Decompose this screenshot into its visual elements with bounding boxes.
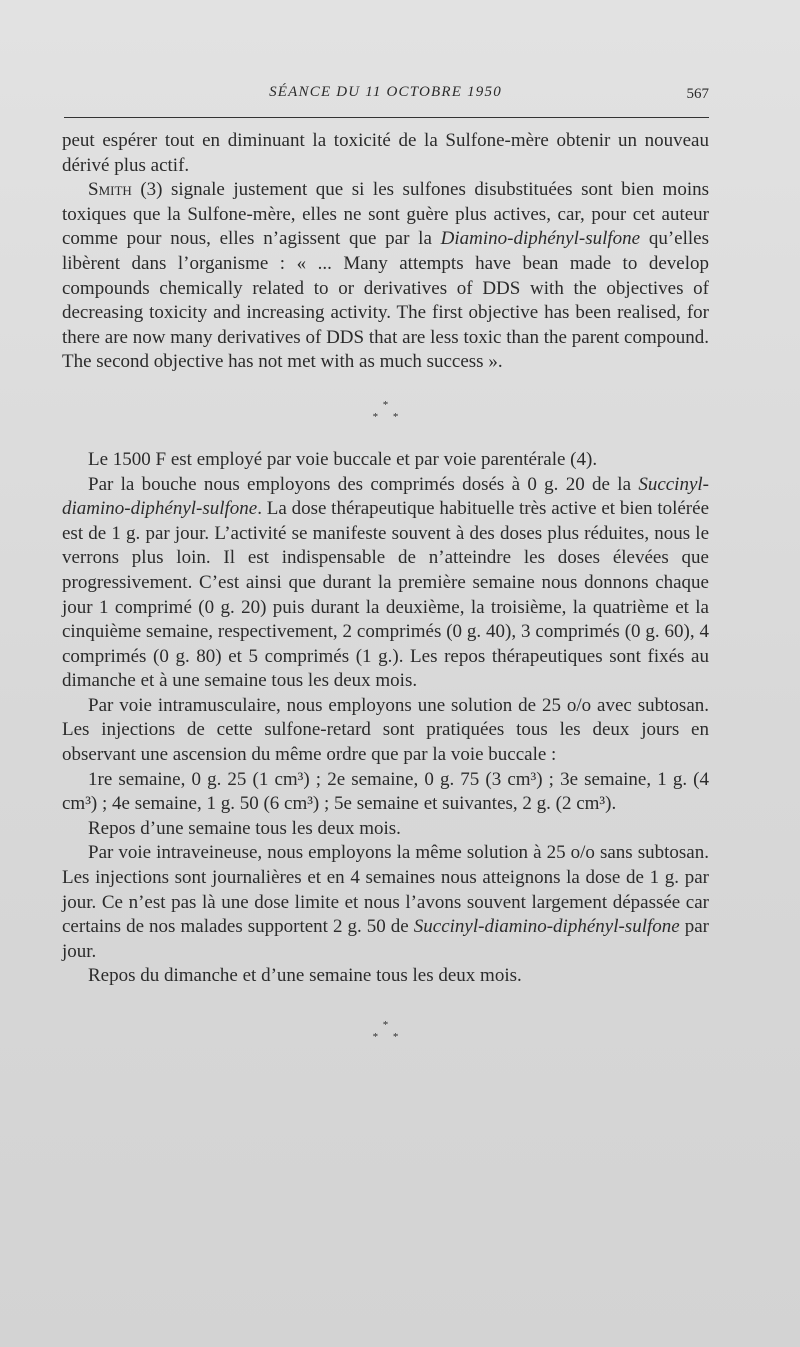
paragraph-2: [62, 178, 709, 375]
paragraph-3-text: Le 1500 F est employé par voie buccale et par voie parentérale (4).: [88, 448, 598, 470]
header-rule: [64, 117, 709, 118]
paragraph-3: [62, 448, 709, 473]
compound-name: Succinyl-diamino-diphényl-sulfone: [62, 473, 709, 520]
paragraph-7-text: Repos d’une semaine tous les deux mois.: [88, 817, 401, 839]
asterisk-top: *: [382, 1019, 389, 1031]
paragraph-6-text: 1re semaine, 0 g. 25 (1 cm³) ; 2e semaine, 0 g. 75 (3 cm³) ; 3e semaine, 1 g. (4 cm³) ; 4e semaine, 1 g. 50 (6 cm³) ; 5e semaine et suivantes, 2 g. (2 cm³).: [62, 768, 709, 815]
paragraph-1-text: peut espérer tout en diminuant la toxicité de la Sulfone-mère obtenir un nouveau dérivé plus actif.: [62, 130, 709, 176]
compound-name: Diamino-diphényl-sulfone: [440, 228, 641, 250]
page-header: [62, 82, 709, 112]
paragraph-9-text: Repos du dimanche et d’une semaine tous les deux mois.: [88, 965, 522, 987]
paragraph-9: [62, 964, 709, 989]
paragraph-7: [62, 817, 709, 842]
paragraph-5-text: Par voie intramusculaire, nous employons une solution de 25 o/o avec subtosan. Les injections de cette sulfone-retard sont pratiquées tous les deux jours en observant une ascension du même ordre que par la voie buccale :: [62, 694, 709, 766]
paragraph-4-text-a: Par la bouche nous employons des comprimés dosés à 0 g. 20 de la: [88, 473, 639, 495]
asterisk-bottom: * *: [372, 410, 405, 423]
asterisk-top: *: [382, 398, 389, 411]
page-number: 567: [686, 86, 709, 102]
asterisk-bottom: * *: [372, 1031, 405, 1043]
section-separator: [62, 375, 709, 448]
section-separator-end: [62, 989, 709, 1068]
compound-name: Succinyl-diamino-diphényl-sulfone: [413, 916, 680, 938]
paragraph-4-text-b: . La dose thérapeutique habituelle très active et bien tolérée est de 1 g. par jour. L’activité se manifeste souvent à des doses plus réduites, nous le verrons plus loin. Il est indispensable de n’atteindre les doses élevées que progressivement. C’est ainsi que durant la première semaine nous donnons chaque jour 1 comprimé (0 g. 20) puis durant la deuxième, la troisième, la quatrième et la cinquième semaine, respectivement, 2 comprimés (0 g. 40), 3 comprimés (0 g. 60), 4 comprimés (0 g. 80) et 5 comprimés (1 g.). Les repos thérapeutiques sont fixés au dimanche et à une semaine tous les deux mois.: [62, 498, 709, 692]
paragraph-2-text-b: qu’elles libèrent dans l’organisme : « ... Many attempts have bean made to develop compounds chemically related to or derivatives of DDS with the objectives of decreasing toxicity and increasing activity. The first objective has been realised, for there are now many derivatives of DDS that are less toxic than the parent compound. The second objective has not met with as much success ».: [62, 228, 709, 373]
paragraph-5: [62, 694, 709, 768]
paragraph-6: [62, 768, 709, 817]
body-text: [62, 129, 709, 1068]
paragraph-8-text-a: Par voie intraveineuse, nous employons la même solution à 25 o/o sans subtosan. Les injections sont journalières et en 4 semaines nous atteignons la dose de 1 g. par jour. Ce n’est pas là une dose limite et nous l’avons souvent largement dépassée car certains de nos malades supportent 2 g. 50 de: [62, 842, 709, 938]
paragraph-8-text-b: par jour.: [62, 916, 709, 962]
paragraph-2-text-a: (3) signale justement que si les sulfones disubstituées sont bien moins toxiques que la Sulfone-mère, elles ne sont guère plus actives, car, pour cet auteur comme pour nous, elles n’agissent que par la: [62, 179, 709, 250]
running-title: SÉANCE DU 11 OCTOBRE 1950: [269, 84, 502, 100]
paragraph-1: [62, 129, 709, 178]
author-name: Smith: [88, 179, 132, 201]
paragraph-4: [62, 473, 709, 694]
paragraph-8: [62, 841, 709, 964]
